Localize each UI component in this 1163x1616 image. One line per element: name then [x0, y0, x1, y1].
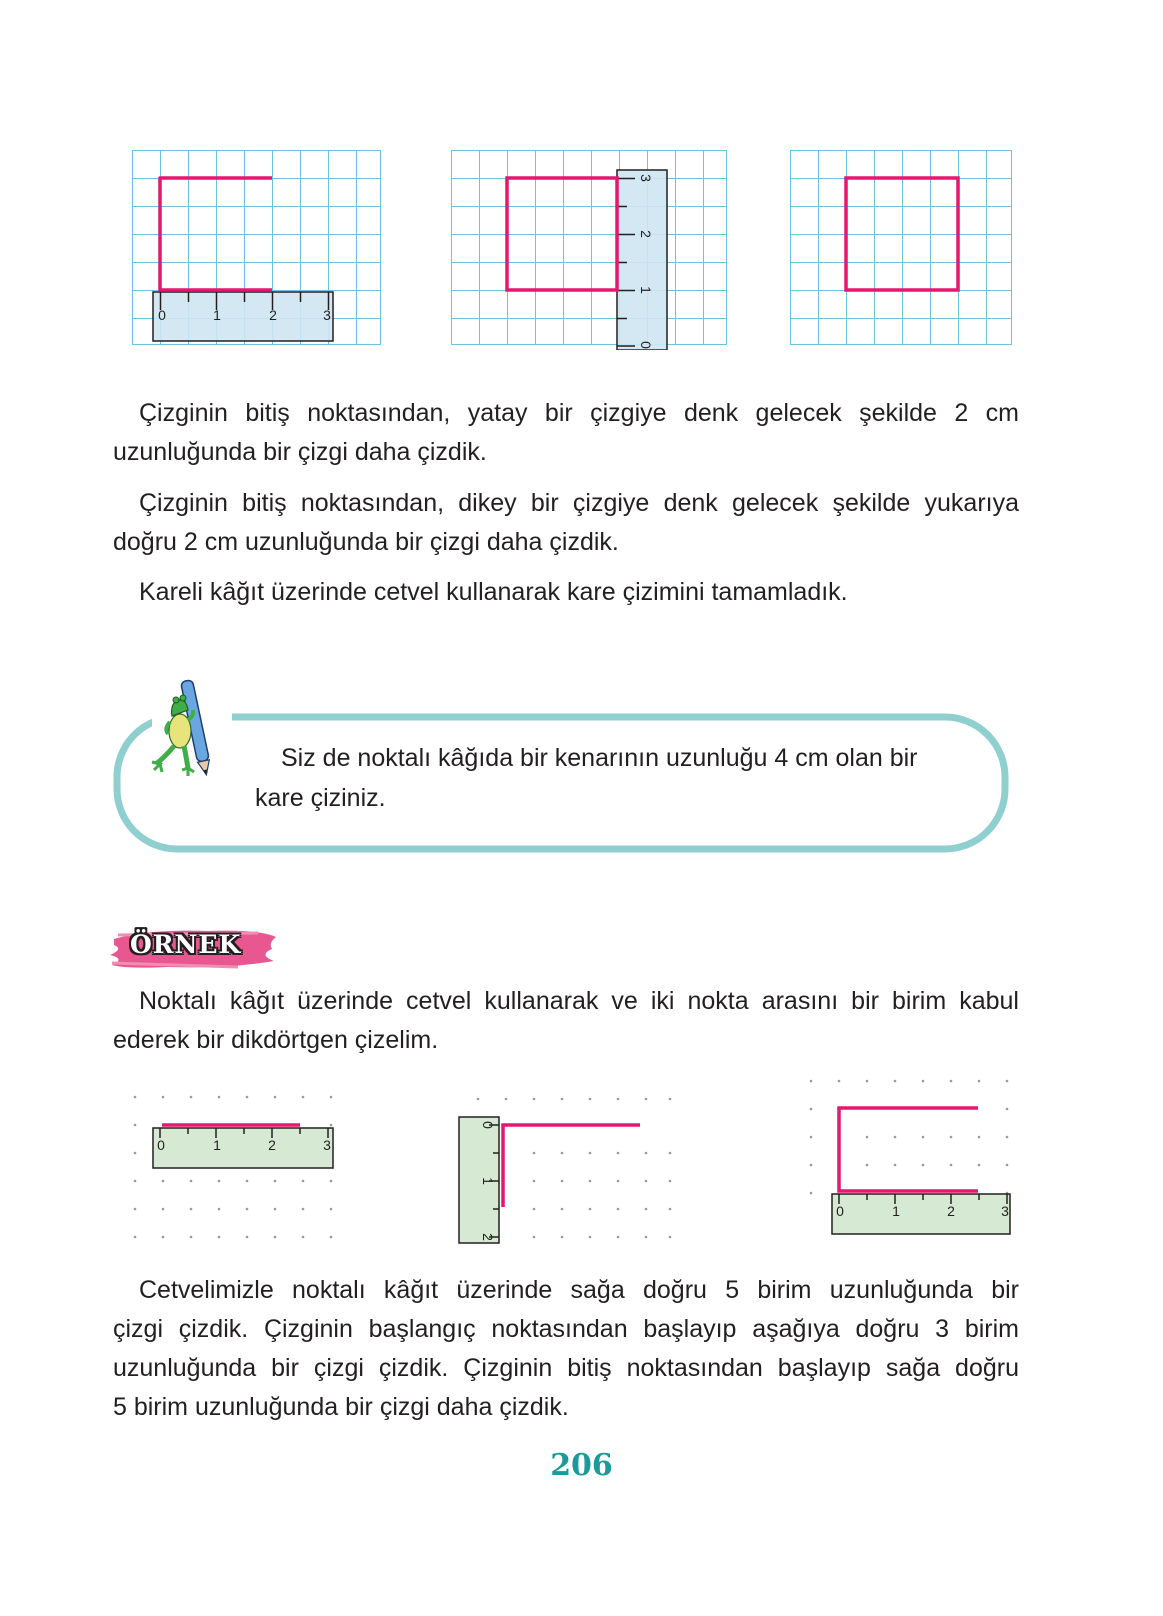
ruler-label: 2	[638, 230, 654, 238]
ruler-label: 3	[1001, 1203, 1009, 1219]
dot-figure-3	[806, 1073, 1016, 1238]
callout-text	[255, 738, 985, 818]
ruler-label: 1	[480, 1177, 496, 1185]
ruler-label: 1	[892, 1203, 900, 1219]
page-number: 206	[550, 1448, 613, 1483]
dot-figure-2	[458, 1095, 673, 1247]
ruler-label: 0	[157, 1137, 165, 1153]
text-line: doğru 2 cm uzunluğunda bir çizgi daha çizdik.	[113, 528, 619, 556]
ruler-label: 0	[638, 341, 654, 349]
grid-figure-1	[132, 150, 382, 346]
text-line: Çizginin bitiş noktasından, yatay bir çizgiye denk gelecek şekilde 2 cm	[139, 399, 1019, 427]
example-badge-label: ÖRNEK	[130, 930, 242, 959]
ruler-label: 0	[158, 307, 166, 323]
frog-with-pencil-icon	[150, 676, 220, 781]
ruler-label: 2	[268, 1137, 276, 1153]
ruler-label: 2	[947, 1203, 955, 1219]
ruler-label: 0	[480, 1121, 496, 1129]
text-line: kare çiziniz.	[255, 784, 386, 812]
dot-figure-1	[130, 1092, 340, 1242]
text-line: 5 birim uzunluğunda bir çizgi daha çizdik.	[113, 1393, 569, 1421]
text-line: çizgi çizdik. Çizginin başlangıç noktasından başlayıp aşağıya doğru 3 birim	[113, 1315, 1019, 1343]
text-line: Cetvelimizle noktalı kâğıt üzerinde sağa doğru 5 birim uzunluğunda bir	[139, 1276, 1019, 1304]
ruler-label: 1	[213, 1137, 221, 1153]
text-line: Siz de noktalı kâğıda bir kenarının uzunluğu 4 cm olan bir	[281, 744, 918, 772]
ruler-label: 3	[323, 1137, 331, 1153]
ruler-label: 3	[323, 307, 331, 323]
text-line: uzunluğunda bir çizgi daha çizdik.	[113, 438, 487, 466]
paragraph-complete-square	[113, 573, 1019, 612]
example-intro	[113, 982, 1019, 1060]
ruler-label: 1	[213, 307, 221, 323]
grid-figure-2	[451, 150, 729, 350]
ruler-label: 1	[638, 286, 654, 294]
text-line: Kareli kâğıt üzerinde cetvel kullanarak kare çizimini tamamladık.	[139, 578, 848, 606]
ruler-label: 2	[480, 1233, 496, 1241]
ruler-label: 3	[638, 174, 654, 182]
text-line: ederek bir dikdörtgen çizelim.	[113, 1026, 439, 1054]
paragraph-vertical-line	[113, 484, 1019, 562]
paragraph-horizontal-line	[113, 394, 1019, 472]
paragraph-rectangle-steps	[113, 1271, 1019, 1427]
text-line: uzunluğunda bir çizgi çizdik. Çizginin bitiş noktasından başlayıp sağa doğru	[113, 1354, 1019, 1382]
text-line: Çizginin bitiş noktasından, dikey bir çizgiye denk gelecek şekilde yukarıya	[139, 489, 1019, 517]
ruler-label: 0	[836, 1203, 844, 1219]
grid-figure-3	[790, 150, 1014, 346]
ruler-label: 2	[269, 307, 277, 323]
text-line: Noktalı kâğıt üzerinde cetvel kullanarak ve iki nokta arasını bir birim kabul	[139, 987, 1019, 1015]
